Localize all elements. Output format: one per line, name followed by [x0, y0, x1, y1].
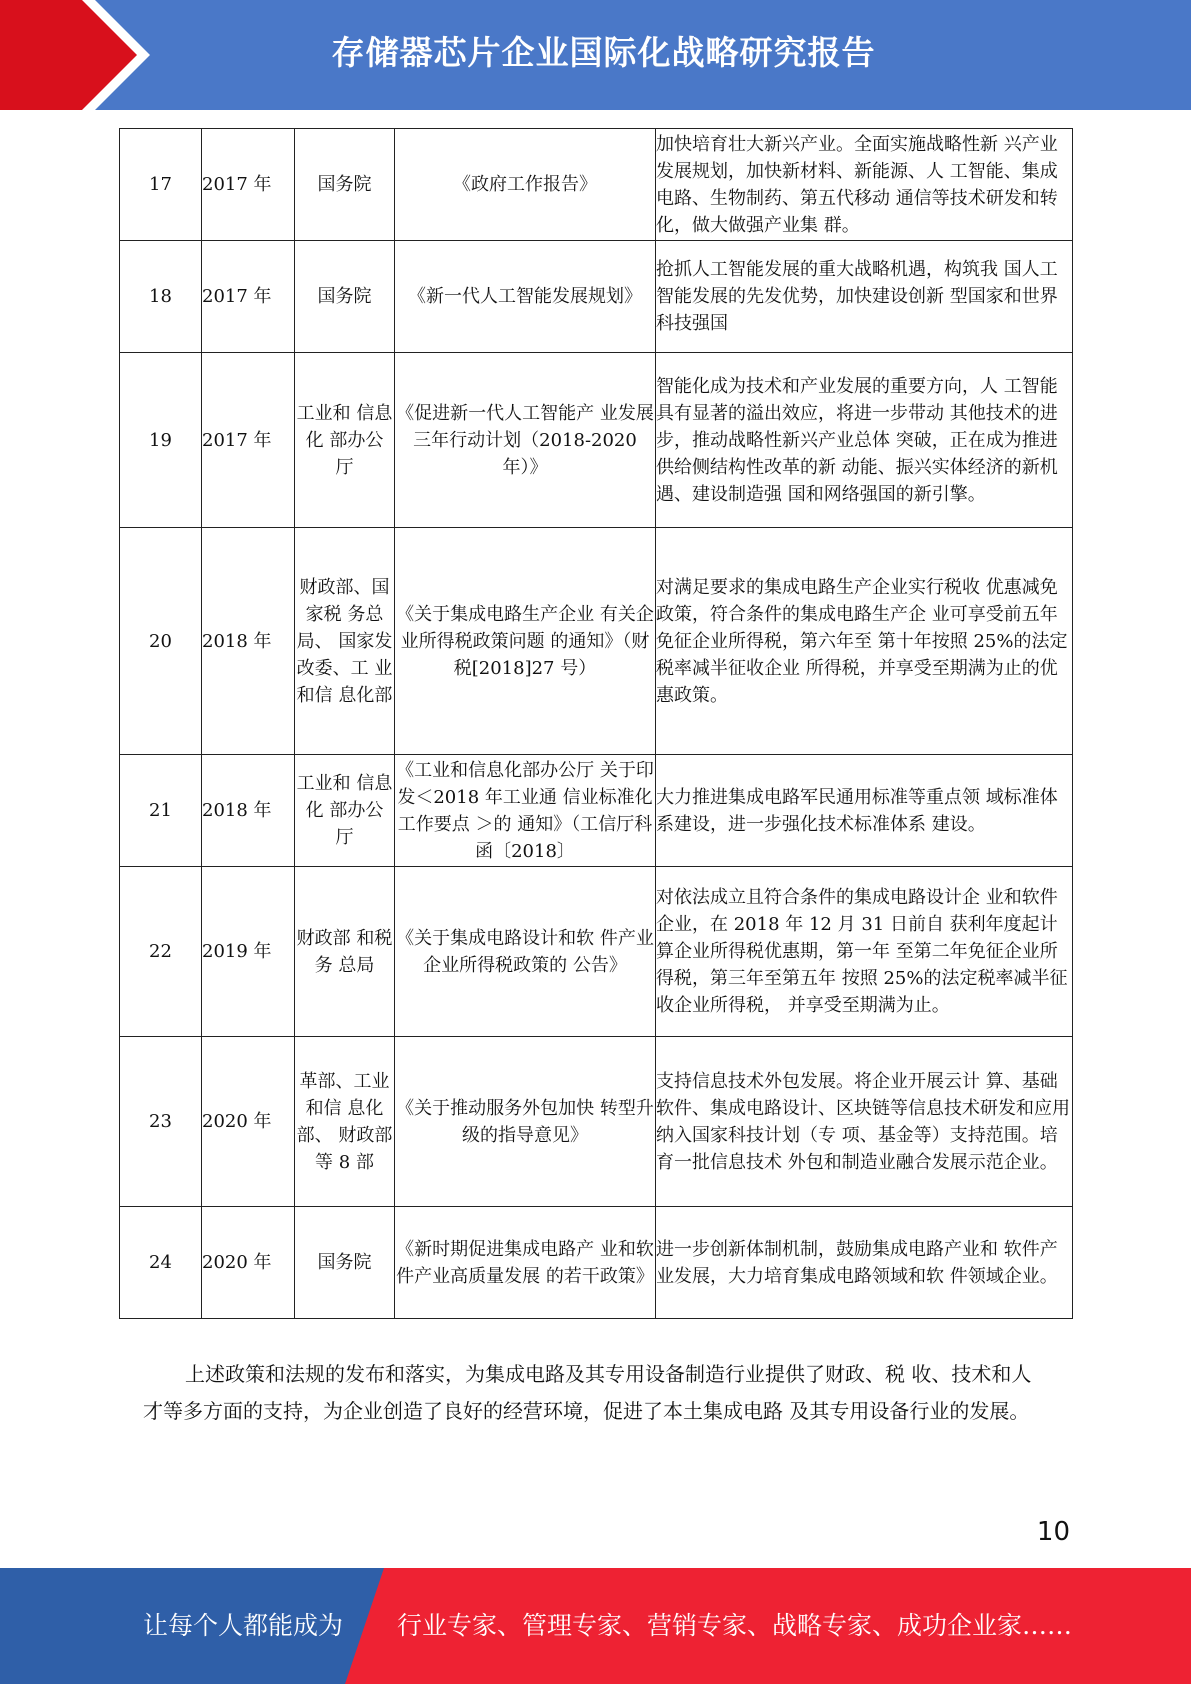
row-issuer: 工业和 信息化 部办公 厅 [295, 353, 395, 528]
row-issuer: 国务院 [295, 129, 395, 241]
row-number: 20 [120, 528, 202, 755]
table-row [120, 1037, 1073, 1207]
row-content: 对依法成立且符合条件的集成电路设计企 业和软件企业，在 2018 年 12 月 31 日前自 获利年度起计算企业所得税优惠期，第一年 至第二年免征企业所得税，第三年至第五年 按照 25%的法定税率减半征收企业所得税， 并享受至期满为止。 [656, 867, 1073, 1037]
row-number: 18 [120, 241, 202, 353]
table-row [120, 867, 1073, 1037]
row-year: 2017 年 [202, 353, 295, 528]
row-number: 22 [120, 867, 202, 1037]
table-row [120, 353, 1073, 528]
row-document: 《工业和信息化部办公厅 关于印发＜2018 年工业通 信业标准化工作要点 ＞的 通知》（工信厅科函〔2018〕 [395, 755, 656, 867]
row-year: 2019 年 [202, 867, 295, 1037]
row-content: 进一步创新体制机制，鼓励集成电路产业和 软件产业发展，大力培育集成电路领域和软 件领域企业。 [656, 1207, 1073, 1319]
row-year: 2020 年 [202, 1037, 295, 1207]
row-document: 《新一代人工智能发展规划》 [395, 241, 656, 353]
row-number: 24 [120, 1207, 202, 1319]
row-document: 《关于集成电路设计和软 件产业企业所得税政策的 公告》 [395, 867, 656, 1037]
row-year: 2020 年 [202, 1207, 295, 1319]
row-document: 《促进新一代人工智能产 业发展三年行动计划（2018-2020 年）》 [395, 353, 656, 528]
row-issuer: 革部、工业和信 息化部、 财政部 等 8 部 [295, 1037, 395, 1207]
row-year: 2018 年 [202, 528, 295, 755]
row-content: 大力推进集成电路军民通用标准等重点领 域标准体系建设，进一步强化技术标准体系 建设。 [656, 755, 1073, 867]
table-row [120, 1207, 1073, 1319]
row-content: 对满足要求的集成电路生产企业实行税收 优惠减免政策，符合条件的集成电路生产企 业可享受前五年免征企业所得税，第六年至 第十年按照 25%的法定税率减半征收企业 所得税，并享受至期满为止的优惠政策。 [656, 528, 1073, 755]
row-issuer: 财政部 和税务 总局 [295, 867, 395, 1037]
row-document: 《新时期促进集成电路产 业和软件产业高质量发展 的若干政策》 [395, 1207, 656, 1319]
footer-slogan-right: 行业专家、管理专家、营销专家、战略专家、成功企业家…… [397, 1611, 1073, 1640]
row-number: 19 [120, 353, 202, 528]
page-footer [0, 1568, 1191, 1684]
page-number: 10 [1036, 1517, 1070, 1547]
page-header [0, 0, 1191, 110]
row-number: 21 [120, 755, 202, 867]
row-issuer: 工业和 信息化 部办公 厅 [295, 755, 395, 867]
row-content: 支持信息技术外包发展。将企业开展云计 算、基础软件、集成电路设计、区块链等信息技术研发和应用纳入国家科技计划（专 项、基金等）支持范围。培育一批信息技术 外包和制造业融合发展示范企业。 [656, 1037, 1073, 1207]
row-number: 17 [120, 129, 202, 241]
summary-paragraph: 上述政策和法规的发布和落实，为集成电路及其专用设备制造行业提供了财政、税 收、技术和人才等多方面的支持，为企业创造了良好的经营环境，促进了本土集成电路 及其专用设备行业的发展。 [143, 1362, 1032, 1423]
row-document: 《关于集成电路生产企业 有关企业所得税政策问题 的通知》（财税[2018]27 号） [395, 528, 656, 755]
table-row [120, 755, 1073, 867]
table-row [120, 129, 1073, 241]
table-row [120, 241, 1073, 353]
row-document: 《关于推动服务外包加快 转型升级的指导意见》 [395, 1037, 656, 1207]
row-year: 2017 年 [202, 241, 295, 353]
row-content: 抢抓人工智能发展的重大战略机遇，构筑我 国人工智能发展的先发优势，加快建设创新 型国家和世界科技强国 [656, 241, 1073, 353]
row-issuer: 国务院 [295, 241, 395, 353]
policy-table [119, 128, 1073, 1319]
row-content: 智能化成为技术和产业发展的重要方向，人 工智能具有显著的溢出效应，将进一步带动 其他技术的进步，推动战略性新兴产业总体 突破，正在成为推进供给侧结构性改革的新 动能、振兴实体经济的新机遇、建设制造强 国和网络强国的新引擎。 [656, 353, 1073, 528]
row-content: 加快培育壮大新兴产业。全面实施战略性新 兴产业发展规划，加快新材料、新能源、人 工智能、集成电路、生物制药、第五代移动 通信等技术研发和转化，做大做强产业集 群。 [656, 129, 1073, 241]
row-issuer: 国务院 [295, 1207, 395, 1319]
row-year: 2017 年 [202, 129, 295, 241]
row-number: 23 [120, 1037, 202, 1207]
row-year: 2018 年 [202, 755, 295, 867]
table-row [120, 528, 1073, 755]
footer-slogan-left: 让每个人都能成为 [143, 1611, 344, 1640]
row-issuer: 财政部、国家税 务总局、 国家发 改委、工 业和信 息化部 [295, 528, 395, 755]
report-title: 存储器芯片企业国际化战略研究报告 [331, 33, 876, 72]
row-document: 《政府工作报告》 [395, 129, 656, 241]
